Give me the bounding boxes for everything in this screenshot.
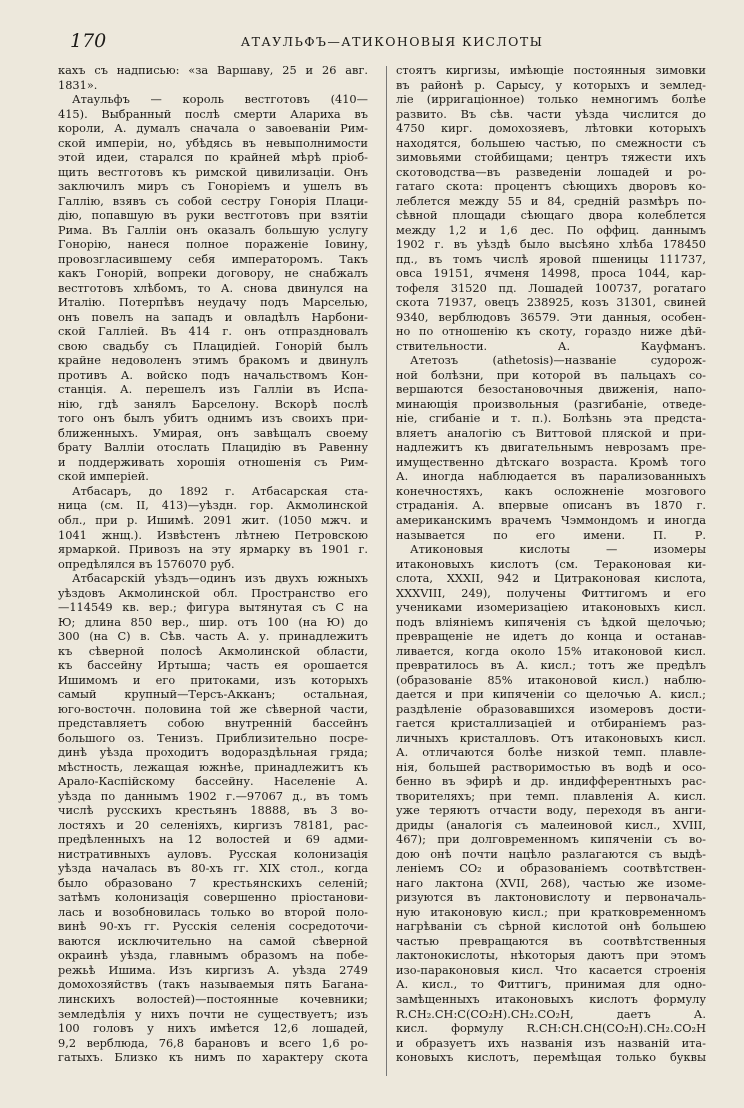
right-column-line: личныхъ кристалловъ. Отъ итаконовыхъ кисл. [396, 730, 706, 745]
left-column-line: уѣздовъ Акмолинской обл. Пространство его [58, 585, 368, 600]
left-column-line: станція. А. перешелъ изъ Галліи въ Испа- [58, 382, 368, 397]
left-column-line: ской Галліей. Въ 414 г. онъ отпраздновалъ [58, 324, 368, 339]
right-column-line: гается кристаллизаціей и отбираніемъ раз- [396, 716, 706, 731]
left-column-line: уѣзда по даннымъ 1902 г.—97067 д., въ томъ [58, 788, 368, 803]
right-column-line: ную итаконовую кисл.; при кратковременномъ [396, 904, 706, 919]
right-column-line: кисл. формулу R.CH:CH.CH(CO₂H).CH₂.CO₂H [396, 1021, 706, 1036]
right-column-line: ливается, когда около 15% итаконовой кисл. [396, 643, 706, 658]
right-column-line: уже теряютъ отчасти воду, переходя въ анги- [396, 803, 706, 818]
right-column-line: ризуются въ лактоновислоту и первоначаль- [396, 890, 706, 905]
left-column-line: Арало-Каспійскому бассейну. Населеніе А. [58, 774, 368, 789]
right-column-line: раздѣленіе образовавшихся изомеровъ дости- [396, 701, 706, 716]
right-column-line: 467); при долговременномъ кипяченіи съ во- [396, 832, 706, 847]
right-column [396, 63, 706, 1065]
left-column-line: крайне недоволенъ этимъ бракомъ и двинулъ [58, 353, 368, 368]
right-column-line: R.CH₂.CH:C(CO₂H).CH₂.CO₂H, даетъ А. [396, 1006, 706, 1021]
left-column-line: провозгласившему себя императоромъ. Такъ [58, 251, 368, 266]
right-column-line: но по отношенію къ скоту, гораздо ниже дѣй- [396, 324, 706, 339]
left-column-line: 415). Выбранный послѣ смерти Алариха въ [58, 106, 368, 121]
column-divider [386, 66, 387, 1076]
left-column-line: 1831». [58, 77, 98, 92]
left-column-line: ярмаркой. Привозъ на эту ярмарку въ 1901 г. [58, 542, 368, 557]
left-column-line: кахъ съ надписью: «за Варшаву, 25 и 26 авг. [58, 63, 368, 77]
left-column-line: заключилъ миръ съ Гоноріемъ и ушелъ въ [58, 179, 368, 194]
left-column-line: винѣ 90-хъ гг. Русскія селенія сосредоточи- [58, 919, 368, 934]
right-column-line: Атиконовыя кислоты — изомеры [410, 542, 706, 557]
right-column-line: развито. Въ сѣв. части уѣзда числится до [396, 106, 706, 121]
left-column-line: затѣмъ колонизація совершенно пріостанови- [58, 890, 368, 905]
right-column-line: стоятъ киргизы, имѣющіе постоянныя зимовки [396, 63, 706, 77]
left-column-line: самый крупный—Терсъ-Акканъ; остальная, [58, 687, 368, 702]
left-column-line: противъ А. войско подъ начальствомъ Кон- [58, 367, 368, 382]
left-column-line: дію, попавшую въ руки вестготовъ при взятіи [58, 208, 368, 223]
right-column-line: лактонокислоты, нѣкоторыя даютъ при этомъ [396, 948, 706, 963]
left-column-line: лась и возобновилась только во второй поло- [58, 904, 368, 919]
left-column-line: щить вестготовъ къ римской цивилизаціи. Онъ [58, 164, 368, 179]
right-column-line: зимовьями стойбищами; центръ тяжести ихъ [396, 150, 706, 165]
right-column-line: леніемъ CO₂ и образованіемъ соотвѣтствен- [396, 861, 706, 876]
left-column-line: обл., при р. Ишимѣ. 2091 жит. (1050 мжч. и [58, 512, 368, 527]
left-column-line: 1041 жнщ.). Извѣстенъ лѣтнею Петровскою [58, 527, 368, 542]
right-column-line: американскимъ врачемъ Чэммондомъ и иногда [396, 512, 706, 527]
right-column-line: коновыхъ кислотъ, перемѣщая только буквы [396, 1050, 706, 1065]
page-number: 170 [70, 30, 107, 52]
right-column-line: минающія произвольныя (разгибаніе, отведе- [396, 396, 706, 411]
right-column-line: бенно въ эфирѣ и др. индифферентныхъ рас- [396, 774, 706, 789]
right-column-line: А. отличаются болѣе низкой темп. плавле- [396, 745, 706, 760]
right-column-line: изо-параконовыя кисл. Что касается строенія [396, 962, 706, 977]
left-column-line: было образовано 7 крестьянскихъ селеній; [58, 875, 368, 890]
left-column-line: ница (см. II, 413)—уѣздн. гор. Акмолинской [58, 498, 368, 513]
right-column-line: 4750 кирг. домохозяевъ, лѣтовки которыхъ [396, 121, 706, 136]
right-column-line: превратилось въ А. кисл.; тотъ же предѣлъ [396, 658, 706, 673]
left-column-line: юго-восточн. половина той же сѣверной части, [58, 701, 368, 716]
left-column-line: Ишимомъ и его притоками, изъ которыхъ [58, 672, 368, 687]
left-column-line: брату Валліи отослать Плацидію въ Равенну [58, 440, 368, 455]
right-column-line: превращеніе не идетъ до конца и останав- [396, 629, 706, 644]
right-column-line: итаконовыхъ кислотъ (см. Тераконовая ки- [396, 556, 706, 571]
right-column-line: ніе, сгибаніе и т. п.). Болѣзнь эта предста- [396, 411, 706, 426]
right-column-line: называется по его имени. П. Р. [396, 527, 706, 542]
left-column-line: какъ Гонорій, вопреки договору, не снабжалъ [58, 266, 368, 281]
right-column-line: ствительности. А. Кауфманъ. [396, 338, 706, 353]
left-column-line: ской имперіей. [58, 469, 149, 484]
right-column-line: 1902 г. въ уѣздѣ было высѣяно хлѣба 178450 [396, 237, 706, 252]
left-column-line: вестготовъ хлѣбомъ, то А. снова двинулся на [58, 280, 368, 295]
right-column-line: дою онѣ почти нацѣло разлагаются съ выдѣ- [396, 846, 706, 861]
left-column-line: опредѣлялся въ 1576070 руб. [58, 556, 235, 571]
right-column-line: нагрѣваніи съ сѣрной кислотой онѣ большею [396, 919, 706, 934]
right-column-line: нія, большей растворимостью въ водѣ и осо- [396, 759, 706, 774]
right-column-line: А. иногда наблюдается въ парализованныхъ [396, 469, 706, 484]
left-column-line: Атаульфъ — король вестготовъ (410— [72, 92, 368, 107]
left-column-line: земледѣлія у нихъ почти не существуетъ; изъ [58, 1006, 368, 1021]
right-column-line: дриды (аналогія съ малеиновой кисл., XVIII, [396, 817, 706, 832]
right-column-line: гатаго скота: процентъ сѣющихъ дворовъ ко- [396, 179, 706, 194]
right-column-line: вершаются безостановочныя движенія, напо- [396, 382, 706, 397]
left-column-line: нію, гдѣ занялъ Барселону. Вскорѣ послѣ [58, 396, 368, 411]
left-column-line: большого оз. Тенизъ. Приблизительно посре- [58, 730, 368, 745]
left-column-line: линскихъ волостей)—постоянные кочевники; [58, 992, 368, 1006]
left-column-line: и поддерживать хорошія отношенія съ Рим- [58, 454, 368, 469]
left-column-line: Гонорію, нанеся полное пораженіе Іовину, [58, 237, 368, 252]
right-column-line: наго лактона (XVII, 268), частью же изоме- [396, 875, 706, 890]
left-column-line: 300 (на С) в. Сѣв. часть А. у. принадлежитъ [58, 629, 368, 644]
left-column-line: нистративныхъ ауловъ. Русская колонизація [58, 846, 368, 861]
right-column-line: надлежитъ къ двигательнымъ неврозамъ пре- [396, 440, 706, 455]
left-column-line: мѣстность, лежащая южнѣе, принадлежитъ къ [58, 759, 368, 774]
right-column-line: между 1,2 и 1,6 дес. По оффиц. даннымъ [396, 222, 706, 237]
left-column-line: Италію. Потерпѣвъ неудачу подъ Марселью, [58, 295, 368, 310]
left-column-line: лостяхъ и 20 селеніяхъ, киргизъ 78181, рас- [58, 817, 368, 832]
left-column-line: предѣленныхъ на 12 волостей и 69 адми- [58, 832, 368, 847]
right-column-line: въ районѣ р. Сарысу, у которыхъ и землед- [396, 77, 706, 92]
running-head: АТАУЛЬФЪ—АТИКОНОВЫЯ КИСЛОТЫ [240, 34, 544, 49]
left-column-line: ближенныхъ. Умирая, онъ завѣщалъ своему [58, 425, 368, 440]
left-column-line: Рима. Въ Галліи онъ оказалъ большую услугу [58, 222, 368, 237]
left-column-line: онъ повелъ на западъ и овладѣлъ Нарбони- [58, 309, 368, 324]
right-column-line: и образуетъ ихъ названія изъ названій ита- [396, 1035, 706, 1050]
right-column-line: конечностяхъ, какъ осложненіе мозгового [396, 483, 706, 498]
left-column-line: уѣзда началась въ 80-хъ гг. XIX стол., когда [58, 861, 368, 876]
right-column-line: (образованіе 85% итаконовой кисл.) наблю- [396, 672, 706, 687]
right-column-line: 9340, верблюдовъ 36579. Эти данныя, особен- [396, 309, 706, 324]
right-column-line: ліе (ирригаціонное) только немногимъ болѣе [396, 92, 706, 107]
left-column-line: этой идеи, старался по крайней мѣрѣ пріоб- [58, 150, 368, 165]
left-column-line: режьѣ Ишима. Изъ киргизъ А. уѣзда 2749 [58, 962, 368, 977]
left-column-line: къ бассейну Иртыша; часть ея орошается [58, 658, 368, 673]
right-column-line: скота 71937, овецъ 238925, козъ 31301, свиней [396, 295, 706, 310]
left-column-line: къ сѣверной полосѣ Акмолинской области, [58, 643, 368, 658]
left-column-line: Атбасаръ, до 1892 г. Атбасарская ста- [72, 483, 368, 498]
right-column-line: страданія. А. впервые описанъ въ 1870 г. [396, 498, 706, 513]
right-column-line: XXXVIII, 249), получены Фиттигомъ и его [396, 585, 706, 600]
right-column-line: вляетъ аналогію съ Виттовой пляской и при- [396, 425, 706, 440]
right-column-line: леблется между 55 и 84, средній размѣръ по- [396, 193, 706, 208]
right-column-line: Атетозъ (athetosis)—названіе судорож- [410, 353, 706, 368]
left-column-line: свою свадьбу съ Плацидіей. Гонорій былъ [58, 338, 368, 353]
left-column-line: ской имперіи, но, убѣдясь въ невыполнимости [58, 135, 368, 150]
right-column-line: имущественно дѣтскаго возраста. Кромѣ того [396, 454, 706, 469]
left-column-line: гатыхъ. Близко къ нимъ по характеру скота [58, 1050, 368, 1065]
right-column-line: учениками изомеризаціею итаконовыхъ кисл. [396, 600, 706, 615]
right-column-line: замѣщенныхъ итаконовыхъ кислотъ формулу [396, 992, 706, 1006]
left-column-line: Атбасарскій уѣздъ—одинъ изъ двухъ южныхъ [72, 571, 368, 586]
left-column-line: —114549 кв. вер.; фигура вытянутая съ С на [58, 600, 368, 615]
left-column-line: того онъ былъ убитъ однимъ изъ своихъ при- [58, 411, 368, 426]
right-column-line: подъ вліяніемъ кипяченія съ ѣдкой щелочью; [396, 614, 706, 629]
right-column-line: овса 19151, ячменя 14998, проса 1044, кар- [396, 266, 706, 281]
left-column-line: 9,2 верблюда, 76,8 барановъ и всего 1,6 ро- [58, 1035, 368, 1050]
left-column-line: ваются исключительно на самой сѣверной [58, 933, 368, 948]
right-column-line: пд., въ томъ числѣ яровой пшеницы 111737, [396, 251, 706, 266]
right-column-line: дается и при кипяченіи со щелочью А. кисл.; [396, 687, 706, 702]
left-column-line: Ю; длина 850 вер., шир. отъ 100 (на Ю) до [58, 614, 368, 629]
right-column-line: скотоводства—въ разведеніи лошадей и ро- [396, 164, 706, 179]
right-column-line: частью превращаются въ соотвѣтственныя [396, 933, 706, 948]
left-column-line: короли, А. думалъ сначала о завоеваніи Рим- [58, 121, 368, 136]
left-column-line: числѣ русскихъ крестьянъ 18888, въ 3 во- [58, 803, 368, 818]
right-column-line: А. кисл., то Фиттигъ, принимая для одно- [396, 977, 706, 992]
left-column-line: динѣ уѣзда проходитъ водораздѣльная гряда; [58, 745, 368, 760]
left-column-line: 100 головъ у нихъ имѣется 12,6 лошадей, [58, 1021, 368, 1036]
left-column-line: домохозяйствъ (такъ называемыя пять Багана- [58, 977, 368, 992]
right-column-line: сѣвной площади сѣющаго двора колеблется [396, 208, 706, 223]
right-column-line: творителяхъ; при темп. плавленія А. кисл. [396, 788, 706, 803]
left-column-line: представляетъ собою внутренній бассейнъ [58, 716, 368, 731]
left-column-line: окраинѣ уѣзда, главнымъ образомъ на побе- [58, 948, 368, 963]
left-column-line: Галлію, взявъ съ собой сестру Гонорія Плаци- [58, 193, 368, 208]
right-column-line: тофеля 31520 пд. Лошадей 100737, рогатаго [396, 280, 706, 295]
right-column-line: ной болѣзни, при которой въ пальцахъ со- [396, 367, 706, 382]
right-column-line: находятся, большею частью, по смежности съ [396, 135, 706, 150]
right-column-line: слота, XXXII, 942 и Цитраконовая кислота, [396, 571, 706, 586]
left-column [58, 63, 368, 1065]
